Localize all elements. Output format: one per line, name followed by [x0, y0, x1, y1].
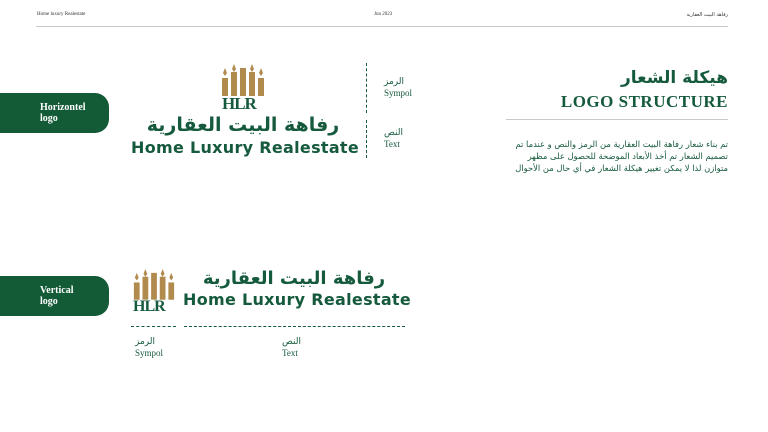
vertical-logo-arabic-name: رفاهة البيت العقارية	[202, 268, 386, 289]
horizontal-text-guide	[366, 120, 367, 158]
symbol-label-en: Sympol	[384, 88, 413, 98]
vertical-symbol-label	[135, 337, 163, 359]
horizontal-logo-tab	[0, 93, 109, 133]
symbol-label-ar: الرمز	[384, 77, 404, 87]
logo-structure-description: تم بناء شعار رفاهة البيت العقارية من الرمز والنص و عندما تم تصميم الشعار تم أخذ الأبعاد الموضحة للحصول على مظهر متوازن لذا لا يمكن تغيير هيكلة الشعار في أي حال من الأحوال	[515, 139, 728, 173]
header-brand: Home luxury Realestate	[37, 12, 86, 17]
horizontal-tab-line1: Horizontel	[40, 102, 86, 113]
logo-structure-title-ar: هيكلة الشعار	[620, 68, 728, 88]
header-date: Jun 2023	[374, 12, 393, 17]
vertical-logo-monogram: HLR	[133, 298, 165, 315]
horizontal-logo-arabic-name: رفاهة البيت العقارية	[146, 114, 340, 136]
text-label-en: Text	[384, 139, 400, 149]
right-panel-divider	[506, 119, 728, 120]
text-label-en: Text	[282, 348, 298, 358]
vertical-tab-line2: logo	[40, 296, 58, 307]
vertical-logo-symbol	[131, 268, 177, 318]
horizontal-logo-monogram: HLR	[222, 94, 256, 113]
horizontal-tab-line2: logo	[40, 113, 58, 124]
header-arabic-brand: رفاهة البيت العقارية	[686, 12, 728, 18]
vertical-text-guide	[184, 326, 405, 327]
text-label-ar: النص	[282, 337, 301, 347]
symbol-label-en: Sympol	[135, 348, 164, 358]
header-divider	[36, 26, 728, 27]
horizontal-logo-english-name: Home Luxury Realestate	[131, 138, 360, 157]
symbol-label-ar: الرمز	[135, 337, 155, 347]
vertical-tab-line1: Vertical	[40, 285, 74, 296]
horizontal-logo-symbol	[219, 64, 267, 114]
text-label-ar: النص	[384, 128, 403, 138]
horizontal-text-label	[384, 128, 403, 150]
logo-structure-title-en: LOGO STRUCTURE	[560, 92, 728, 111]
horizontal-symbol-guide	[366, 63, 367, 113]
vertical-symbol-guide	[131, 326, 176, 327]
horizontal-symbol-label	[384, 77, 412, 99]
vertical-logo-english-name: Home Luxury Realestate	[183, 290, 412, 309]
vertical-text-label	[282, 337, 301, 359]
vertical-logo-tab	[0, 276, 109, 316]
